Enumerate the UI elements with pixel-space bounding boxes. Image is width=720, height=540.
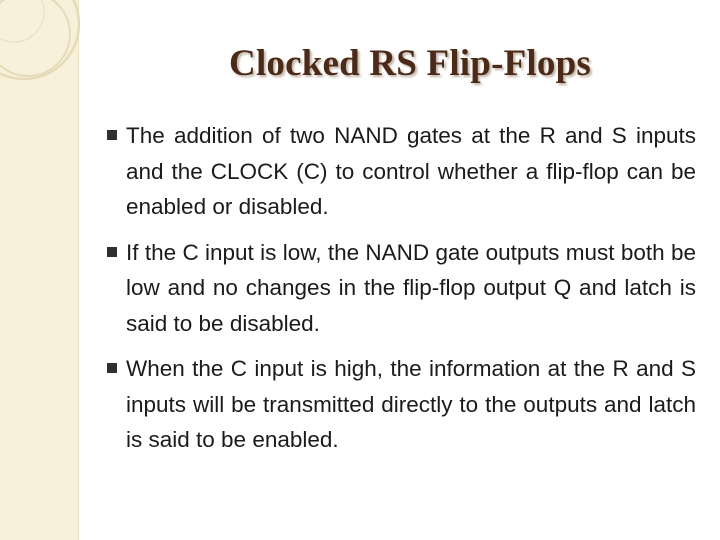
- square-bullet-icon: [107, 247, 117, 257]
- decorative-circle-small: [0, 0, 44, 42]
- bullet-item-2: [100, 235, 696, 342]
- bullet-item-1: [100, 118, 696, 225]
- decorative-circle-large: [0, 0, 79, 79]
- bullet-text-2: If the C input is low, the NAND gate outputs must both be low and no changes in the flip-flop output Q and latch is said to be disabled.: [126, 239, 696, 336]
- bullet-text-1: The addition of two NAND gates at the R and S inputs and the CLOCK (C) to control whether a flip-flop can be enabled or disabled.: [126, 123, 696, 219]
- bullet-text-3: When the C input is high, the information at the R and S inputs will be transmitted directly to the outputs and latch is said to be enabled.: [126, 356, 696, 452]
- bullet-list: [100, 118, 696, 468]
- square-bullet-icon: [107, 130, 117, 140]
- slide-title: Clocked RS Flip-Flops: [229, 43, 591, 84]
- square-bullet-icon: [107, 363, 117, 373]
- bullet-item-3: [100, 351, 696, 458]
